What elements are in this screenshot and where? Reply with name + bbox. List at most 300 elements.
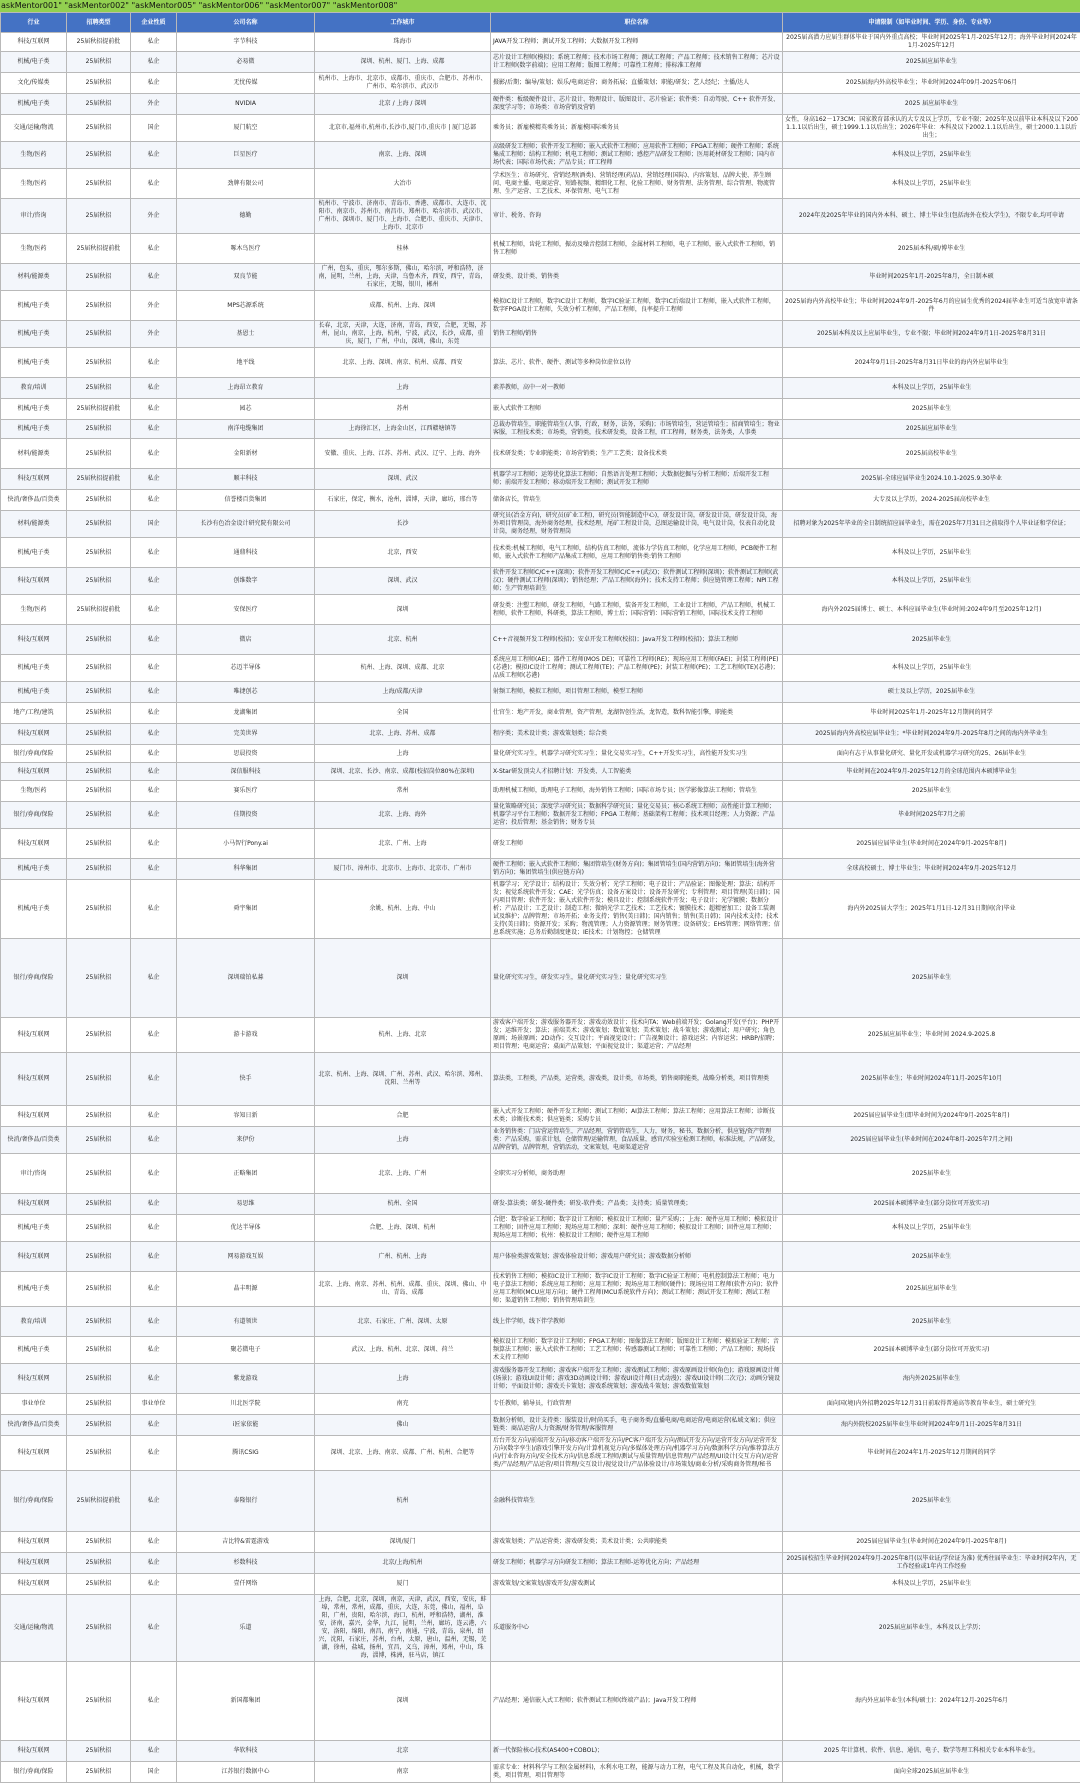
company-name-cell: 科华集团 [177,859,315,880]
position-cell: 合肥：数字验证工程师；数字设计工程师；模拟设计工程师；量产采购；；上海：硬件应用工程师；模拟设计工程师；固件应用工程师；现场应用工程师；深圳：硬件应用工程师；模拟设计工程师；固件应用工程师；现场应用工程师；杭州：模拟设计工程师；硬件应用工程师 [491,1215,783,1242]
industry-cell: 科技/互联网 [1,1194,67,1215]
table-row[interactable] [1,655,1080,682]
company-name-cell: 易思维 [177,1194,315,1215]
position-cell: 量化研究实习生，机器学习研究实习生；量化交易实习生，C++开发实习生，高性能开发实习生 [491,745,783,763]
requirements-cell: 2025届高校毕业生 [783,439,1080,469]
position-cell: 素养教师，高中一对一教师 [491,378,783,399]
work-city-cell: 杭州、全国 [315,1194,491,1215]
industry-cell: 科技/互联网 [1,829,67,859]
company-name-cell: 巨星医疗 [177,142,315,169]
company-type-cell: 私企 [131,1364,177,1394]
requirements-cell: 2025届高潜力应届生群体毕业于国内外重点高校；毕业时间2025年1月-2025年12月；海外毕业时间2024年1月-2025年12月 [783,33,1080,52]
requirements-cell: 2025届本科及以上应届毕业生，专业不限；毕业时间2024年9月1日-2025年8月31日 [783,321,1080,348]
industry-cell: 科技/互联网 [1,724,67,745]
industry-cell: 银行/券商/保险 [1,802,67,829]
position-cell: 乐道服务中心 [491,1595,783,1662]
requirements-cell: 2025 届应届毕业生 [783,94,1080,115]
company-type-cell: 私企 [131,439,177,469]
table-row[interactable] [1,1471,1080,1532]
company-type-cell: 私企 [131,655,177,682]
header-recruit-type[interactable]: 招聘类型 [67,13,131,33]
recruit-type-cell: 25届秋招 [67,880,131,939]
recruit-type-cell: 25届秋招提前批 [67,595,131,625]
company-name-cell: 正略集团 [177,1154,315,1194]
work-city-cell: 长春，北京，天津，大连，济南，青岛，西安，合肥，无锡，苏州，昆山，南京，上海，杭州，宁波，武汉，长沙，成都，重庆，厦门，广州，中山，深圳，佛山，东莞 [315,321,491,348]
table-row[interactable] [1,73,1080,94]
recruit-type-cell: 25届秋招提前批 [67,234,131,264]
table-row[interactable] [1,52,1080,73]
work-city-cell: 上海徐汇区，上海金山区，江西赣塘镇等 [315,420,491,439]
company-type-cell: 私企 [131,1415,177,1436]
table-row[interactable] [1,880,1080,939]
header-requirements[interactable]: 申请限制（如毕业时间、学历、身份、专业等） [783,13,1080,33]
work-city-cell: 安徽、重庆、上海、江苏、苏州、武汉、辽宁、上海、海外 [315,439,491,469]
company-type-cell: 私企 [131,142,177,169]
company-name-cell: 网易游戏互娱 [177,1242,315,1272]
table-row[interactable] [1,724,1080,745]
work-city-cell: 深圳、杭州、厦门、上海、成都 [315,52,491,73]
table-row[interactable] [1,802,1080,829]
position-cell: 射频工程师，模拟工程师，项目管理工程师，模型工程师 [491,682,783,703]
recruit-type-cell: 25届秋招 [67,1242,131,1272]
company-name-cell: 园芯 [177,399,315,420]
table-row[interactable] [1,439,1080,469]
industry-cell: 快消/奢侈品/百货类 [1,490,67,511]
company-type-cell: 私企 [131,33,177,52]
company-type-cell: 国企 [131,115,177,142]
company-type-cell: 私企 [131,264,177,291]
table-row[interactable] [1,199,1080,234]
company-type-cell: 私企 [131,1272,177,1307]
company-name-cell: 完美世界 [177,724,315,745]
table-row[interactable] [1,1574,1080,1595]
company-type-cell: 国企 [131,511,177,538]
industry-cell: 银行/券商/保险 [1,939,67,1018]
requirements-cell: 2025届海内外高校应届毕业生；*毕业时间2024年9月-2025年8月之间的海内外毕业生 [783,724,1080,745]
work-city-cell: 上海 [315,1127,491,1154]
industry-cell: 机械/电子类 [1,321,67,348]
company-name-cell: 南洋电缆集团 [177,420,315,439]
table-row[interactable] [1,1127,1080,1154]
table-row[interactable] [1,33,1080,52]
company-name-cell: 地平线 [177,348,315,378]
recruit-type-cell: 25届秋招提前批 [67,1471,131,1532]
table-row[interactable] [1,169,1080,199]
industry-cell: 机械/电子类 [1,1337,67,1364]
recruit-type-cell: 25届秋招 [67,763,131,781]
requirements-cell: 2025届应届毕业生，本科及以上学历； [783,1595,1080,1662]
position-cell: 高级研发工程师；软件开发工程师；嵌入式软件工程师；应用软件工程师；FPGA工程师；硬件工程师；系统集成工程师；结构工程师；机电工程师；测试工程师；感控产品研发工程师；医用耗材研发工程师；国内市场代表；国际市场代表；产品专员；IT工程师 [491,142,783,169]
company-type-cell: 国企 [131,1762,177,1783]
table-row[interactable] [1,1415,1080,1436]
industry-cell: 科技/互联网 [1,33,67,52]
requirements-cell: 海内外院校2025届毕业生毕业时间2024年9月1日-2025年8月31日 [783,1415,1080,1436]
industry-cell: 机械/电子类 [1,538,67,568]
work-city-cell: 深圳 [315,939,491,1018]
company-type-cell: 私企 [131,1194,177,1215]
requirements-cell: 本科及以上学历，25届毕业生 [783,568,1080,595]
recruit-type-cell: 25届秋招 [67,1741,131,1762]
table-row[interactable] [1,595,1080,625]
table-row[interactable] [1,264,1080,291]
table-row[interactable] [1,348,1080,378]
table-row[interactable] [1,115,1080,142]
company-type-cell: 私企 [131,880,177,939]
industry-cell: 科技/互联网 [1,1242,67,1272]
industry-cell: 审计/咨询 [1,199,67,234]
work-city-cell: 北京、上海、海外 [315,802,491,829]
industry-cell: 快消/奢侈品/百货类 [1,1127,67,1154]
company-type-cell: 私企 [131,1127,177,1154]
requirements-cell: 2025届毕业生 [783,625,1080,655]
work-city-cell: 北京、广州、上海 [315,829,491,859]
recruit-type-cell: 25届秋招 [67,1532,131,1553]
table-row[interactable] [1,538,1080,568]
recruit-type-cell: 25届秋招提前批 [67,399,131,420]
industry-cell: 教育/培训 [1,378,67,399]
recruitment-table [0,12,1080,1783]
company-name-cell: 安保医疗 [177,595,315,625]
requirements-cell: 2025届本科/硕/博毕业生 [783,234,1080,264]
table-row[interactable] [1,1553,1080,1574]
position-cell: 软件开发工程师C/C++(深圳)；软件开发工程师C/C++(武汉)；软件测试工程师(深圳)；软件测试工程师(武汉)；硬件测试工程师(深圳)；销售经理；产品工程师(海外)；技术支持工程师；供应链管理工程师；NPI工程师；生产管理培训生 [491,568,783,595]
industry-cell: 机械/电子类 [1,291,67,321]
header-industry[interactable]: 行业 [1,13,67,33]
company-name-cell: 金阳新材 [177,439,315,469]
recruit-type-cell: 25届秋招 [67,724,131,745]
industry-cell: 交通/运输/物流 [1,1595,67,1662]
company-name-cell: 微店 [177,625,315,655]
recruit-type-cell: 25届秋招 [67,538,131,568]
industry-cell: 科技/互联网 [1,1574,67,1595]
work-city-cell: 深圳 [315,1662,491,1741]
company-type-cell: 私企 [131,1337,177,1364]
requirements-cell: 本科及以上学历，25届毕业生 [783,142,1080,169]
table-row[interactable] [1,1242,1080,1272]
table-row[interactable] [1,291,1080,321]
work-city-cell: 南充 [315,1394,491,1415]
table-row[interactable] [1,1272,1080,1307]
position-cell: 业务销售类：门店营运管培生，产品经理，营销管培生，人力，财务，秘书，数据分析，供应链/资产管理类：产品采购，需求计划，仓储管理/运输管理，食品质量，感官/实验室检测工程师，标准法规，产品研发，品牌营销，品牌管理，营销活动，文案策划，电商渠道运营 [491,1127,783,1154]
company-type-cell: 外企 [131,94,177,115]
industry-cell: 材料/能源类 [1,511,67,538]
table-row[interactable] [1,1106,1080,1127]
table-row[interactable] [1,94,1080,115]
recruit-type-cell: 25届秋招 [67,1415,131,1436]
work-city-cell: 北京 [315,1741,491,1762]
recruit-type-cell: 25届秋招 [67,1337,131,1364]
work-city-cell: 杭州 [315,1471,491,1532]
position-cell: 机械工程师，齿轮工程师，振动及噪音控制工程师，金属材料工程师，电子工程师，嵌入式软件工程师，销售工程师 [491,234,783,264]
recruit-type-cell: 25届秋招提前批 [67,33,131,52]
position-cell: 技术类:机械工程师，电气工程师，结构仿真工程师，流体力学仿真工程师，化学应用工程师，PCB硬件工程师，嵌入式软件工程师产品集成工程师，应用工程师销售类:销售工程师 [491,538,783,568]
recruit-type-cell: 25届秋招提前批 [67,469,131,490]
requirements-cell: 2025届应届毕业生(即毕业时间为2024年9月-2025年8月) [783,1106,1080,1127]
company-name-cell: 思晨投资 [177,745,315,763]
company-name-cell: 江苏银行数据中心 [177,1762,315,1783]
requirements-cell: 2025 年计算机、软件、信息、通信、电子、数学等理工科相关专业本科毕业生。 [783,1741,1080,1762]
position-cell: 产品经理；通信嵌入式工程师；软件测试工程师(终端产品)；Java开发工程师 [491,1662,783,1741]
table-row[interactable] [1,1532,1080,1553]
table-row[interactable] [1,829,1080,859]
requirements-cell: 本科及以上学历，25届毕业生 [783,1574,1080,1595]
table-row[interactable] [1,1364,1080,1394]
industry-cell: 生物/医药 [1,781,67,802]
company-name-cell: 唯捷创芯 [177,682,315,703]
position-cell: 模拟设计工程师；数字设计工程师；FPGA工程师；图像算法工程师；版图设计工程师；模拟验证工程师；音频算法工程师；嵌入式软件工程师；工艺工程师；传感器测试工程师；可靠性工程师；产品工程师；现场技术支持工程师 [491,1337,783,1364]
company-name-cell: 信誉楼百货集团 [177,490,315,511]
company-name-cell: 厦门航空 [177,115,315,142]
header-position[interactable]: 职位名称 [491,13,783,33]
work-city-cell: 珠海市 [315,33,491,52]
work-city-cell: 杭州市、上海市、北京市、成都市、重庆市、合肥市、苏州市、广州市、哈尔滨市、武汉市 [315,73,491,94]
requirements-cell: 2025届应届毕业生(毕业时间在2024年8月-2025年7月之间) [783,1127,1080,1154]
requirements-cell: 2025届本硕博毕业生(部分岗位可开放实习) [783,1337,1080,1364]
position-cell: 算法类，工程类，产品类，运营类，游戏类，设计类，市场类，销售商职能类，战略分析类，项目管理类 [491,1053,783,1106]
recruit-type-cell: 25届秋招 [67,1127,131,1154]
table-row[interactable] [1,859,1080,880]
work-city-cell: 厦门 [315,1574,491,1595]
work-city-cell: 杭州、上海、北京 [315,1018,491,1053]
requirements-cell: 毕业时间在2024年1月-2025年12月期间的同学 [783,1436,1080,1471]
position-cell: 技术销售工程师；模拟IC设计工程师；数字IC设计工程师；数字IC验证工程师；电机控制算法工程师；电力电子算法工程师；系统应用工程师；应用工程师；现场应用工程师(硬件)；现场应用工程师(软件方向)；软件应用工程师(MCU应用方向)；硬件工程师(MCU系统软件方向)；测试工程师；测试开发工程师；测试工程师；渠道销售工程师；销售管理培训生 [491,1272,783,1307]
position-cell: 嵌入式开发工程师；硬件开发工程师；测试工程师；AI算法工程师；算法工程师；应用算法工程师；诊断技术类；诊断技术类；供应链类；采购专员 [491,1106,783,1127]
header-work-city[interactable]: 工作城市 [315,13,491,33]
recruit-type-cell: 25届秋招 [67,142,131,169]
position-cell: 算法、芯片、软件、硬件、测试等多种岗位虚位以待 [491,348,783,378]
company-type-cell: 私企 [131,781,177,802]
table-row[interactable] [1,1194,1080,1215]
requirements-cell: 面向国(境)内外招聘2025年12月31日前取得普通高等教育毕业生，硕士研究生 [783,1394,1080,1415]
requirements-cell: 2025届毕业生 [783,1242,1080,1272]
company-type-cell: 私企 [131,724,177,745]
industry-cell: 生物/医药 [1,169,67,199]
recruit-type-cell: 25届秋招 [67,859,131,880]
industry-cell: 机械/电子类 [1,399,67,420]
table-row[interactable] [1,378,1080,399]
requirements-cell: 女性，身高162－173CM；国家教育部承认的大专及以上学历，专业不限；2025年及以前毕业本科及以下2001.1.1以后出生，硕士1999.1.1以后出生；2026年毕业：本科及以下2002.1.1以后出生，硕士2000.1.1以后出生； [783,115,1080,142]
table-row[interactable] [1,1215,1080,1242]
work-city-cell: 厦门市、漳州市、北京市、上海市、北京市、广州市 [315,859,491,880]
company-type-cell: 私企 [131,829,177,859]
company-type-cell: 外企 [131,291,177,321]
work-city-cell: 深圳、北京、长沙、南京、成都(校招岗位80%在深圳) [315,763,491,781]
header-company-type[interactable]: 企业性质 [131,13,177,33]
table-row[interactable] [1,1662,1080,1741]
position-cell: X-Star研发顶尖人才招聘计划：开发类、人工智能类 [491,763,783,781]
recruit-type-cell: 25届秋招 [67,321,131,348]
recruit-type-cell: 25届秋招 [67,73,131,94]
industry-cell: 银行/券商/保险 [1,1471,67,1532]
company-type-cell: 私企 [131,859,177,880]
requirements-cell: 2025届毕业生 [783,1471,1080,1532]
industry-cell: 机械/电子类 [1,682,67,703]
table-row[interactable] [1,703,1080,724]
company-type-cell: 私企 [131,169,177,199]
company-type-cell: 私企 [131,469,177,490]
table-row[interactable] [1,682,1080,703]
industry-cell: 科技/互联网 [1,1436,67,1471]
table-row[interactable] [1,1741,1080,1762]
header-company-name[interactable]: 公司名称 [177,13,315,33]
position-cell: JAVA开发工程师；测试开发工程师；大数据开发工程师 [491,33,783,52]
table-row[interactable] [1,568,1080,595]
industry-cell: 机械/电子类 [1,52,67,73]
company-name-cell: 有道领世 [177,1307,315,1337]
recruit-type-cell: 25届秋招 [67,378,131,399]
industry-cell: 审计/咨询 [1,1154,67,1194]
company-name-cell: 啄木鸟医疗 [177,234,315,264]
company-name-cell: i匠家依能 [177,1415,315,1436]
recruit-type-cell: 25届秋招 [67,1106,131,1127]
company-type-cell: 私企 [131,1106,177,1127]
work-city-cell: 北京/上海/杭州 [315,1553,491,1574]
work-city-cell: 深圳 [315,595,491,625]
company-name-cell: 劲牌有限公司 [177,169,315,199]
requirements-cell: 2025届本硕博毕业生(部分岗位可开放实习) [783,1194,1080,1215]
company-type-cell: 外企 [131,321,177,348]
position-cell: 模拟IC设计工程师，数字IC设计工程师，数字IC验证工程师，数字IC后端设计工程师，嵌入式软件工程师，数字FPGA设计工程师，失效分析工程师，产品工程师，良率提升工程师 [491,291,783,321]
company-name-cell: 芯迈半导体 [177,655,315,682]
work-city-cell: 北京、杭州、上海、深圳、广州、苏州、武汉、哈尔滨、郑州、沈阳、兰州等 [315,1053,491,1106]
company-type-cell: 私企 [131,1662,177,1741]
table-row[interactable] [1,1307,1080,1337]
industry-cell: 快消/奢侈品/百货类 [1,1415,67,1436]
position-cell: 需求专业：材料科学与工程(金属材料)，水利水电工程，能源与动力工程，电气工程及其自动化，机械，数学类，项目管理，项目管理等 [491,1762,783,1783]
table-row[interactable] [1,1394,1080,1415]
company-type-cell: 私企 [131,1307,177,1337]
position-cell: 研究员(冶金方向)，研究员(矿业工程)，研究员(智能制造中心)，研发设计岗，研发设计岗，研发设计岗，海外项目管理岗，海外商务经理，技术经理，尾矿工程设计岗，总图运输设计岗，电气设计岗，仪表自动化设计岗，商务经理，财务管理岗 [491,511,783,538]
table-row[interactable] [1,1436,1080,1471]
table-header-row [1,13,1080,33]
position-cell: 研发-算法类；研发-硬件类；研发-软件类；产品类；支持类；质量管理类； [491,1194,783,1215]
company-type-cell: 私企 [131,1242,177,1272]
company-type-cell: 私企 [131,1018,177,1053]
work-city-cell: 深圳、武汉 [315,469,491,490]
table-row[interactable] [1,321,1080,348]
recruit-type-cell: 25届秋招 [67,1364,131,1394]
company-type-cell: 私企 [131,73,177,94]
industry-cell: 教育/培训 [1,1307,67,1337]
industry-cell: 科技/互联网 [1,1018,67,1053]
position-cell: 系统应用工程师(AE)；器件工程师(MOS DE)；可靠性工程师(RE)；现场应用工程师(FAE)；封装工程师(PE)(芯港)；模拟IC设计工程师；测试工程师(TE)；产品工程师(PE)；封装工程师(PE)；工艺工程师(TE)(芯港)；品质工程师(芯港) [491,655,783,682]
recruit-type-cell: 25届秋招 [67,745,131,763]
requirements-cell: 2025届毕业生 [783,781,1080,802]
work-city-cell: 上海，合肥，北京，深圳，南京，天津，武汉，西安，安庆，蚌埠，常州，常州，成都，重庆，大连，东莞，佛山，福州，阜阳，广州，贵阳，哈尔滨，海口，杭州，呼和浩特，湖州，淮安，济南，嘉兴，金华，九江，昆明，兰州，廊坊，连云港，六安，洛阳，绵阳，南昌，南宁，南通，宁波，青岛，泉州，绍兴，沈阳，石家庄，苏州，台州，太原，唐山，温州，无锡，芜湖，徐州，盐城，扬州，宜昌，义乌，漳州，郑州，中山，珠海，淄博，株洲，驻马店，镇江 [315,1595,491,1662]
table-row[interactable] [1,142,1080,169]
table-row[interactable] [1,939,1080,1018]
work-city-cell: 北京市,福州市,杭州市,长沙市,厦门市,重庆市 | 厦门总部 [315,115,491,142]
position-cell: 研发工程师；机器学习方向研发工程师；算法工程师-运筹优化方向；产品经理 [491,1553,783,1574]
work-city-cell: 苏州 [315,399,491,420]
company-type-cell: 私企 [131,1471,177,1532]
company-name-cell: 杉数科技 [177,1553,315,1574]
industry-cell: 机械/电子类 [1,655,67,682]
position-cell: 研发类、设计类、销售类 [491,264,783,291]
position-cell: 芯片设计工程师(模拟)；系统工程师；技术市场工程师；测试工程师；产品工程师；技术销售工程师；芯片设计工程师(数字前端)；应用工程师；版图工程师；可靠性工程师；排标准工程师 [491,52,783,73]
table-row[interactable] [1,420,1080,439]
company-type-cell: 私企 [131,1215,177,1242]
industry-cell: 科技/互联网 [1,1662,67,1741]
work-city-cell: 上海 [315,745,491,763]
requirements-cell: 毕业时间2025年1月-2025年12月期间的同学 [783,703,1080,724]
recruit-type-cell: 25届秋招 [67,169,131,199]
company-type-cell: 私企 [131,1595,177,1662]
position-cell: 程序类；美术设计类；游戏策划类；综合类 [491,724,783,745]
company-name-cell: 双良节能 [177,264,315,291]
table-row[interactable] [1,511,1080,538]
company-type-cell: 私企 [131,490,177,511]
position-cell: 仕官生：地产开发，商业管理，资产管理，龙湖智创生活，龙智造，数科智能引擎，职能类 [491,703,783,724]
company-name-cell: 游卡游戏 [177,1018,315,1053]
work-city-cell: 上海 [315,378,491,399]
work-city-cell: 南京 [315,1762,491,1783]
industry-cell: 机械/电子类 [1,859,67,880]
company-type-cell: 私企 [131,378,177,399]
requirements-cell: 全球高校硕士、博士毕业生；毕业时间2024年9月-2025年12月 [783,859,1080,880]
requirements-cell: 本科及以上学历，25届毕业生 [783,378,1080,399]
table-row[interactable] [1,469,1080,490]
position-cell: 研发工程师 [491,829,783,859]
requirements-cell: 海内外应届毕业生(本科/硕士)：2024年12月-2025年6月 [783,1662,1080,1741]
company-name-cell: 吉比特&雷霆游戏 [177,1532,315,1553]
recruit-type-cell: 25届秋招 [67,1595,131,1662]
company-type-cell: 私企 [131,348,177,378]
table-row[interactable] [1,234,1080,264]
company-name-cell: NVIDIA [177,94,315,115]
table-row[interactable] [1,490,1080,511]
table-row[interactable] [1,1154,1080,1194]
table-row[interactable] [1,1018,1080,1053]
company-name-cell: 德勤 [177,199,315,234]
table-row[interactable] [1,1595,1080,1662]
work-city-cell: 北京 / 上海 / 深圳 [315,94,491,115]
position-cell: 学术医生；市场研究、营销经理(酒类)、营销经理(药品)、营销经理(国际)、内容策划、品牌大使、养生顾问、电商主播、电商运营、短路视频、精细化工程、化验工程师、财务管理、法务管理、综合管理、物流管理、生产运营、工艺技术、环保管理、电气工程 [491,169,783,199]
company-name-cell: 上海昂立教育 [177,378,315,399]
table-row[interactable] [1,745,1080,763]
position-cell: 全职实习分析师，商务助理 [491,1154,783,1194]
position-cell: 助理机械工程师，助理电子工程师，海外销售工程师；国际市场专员；医学影像算法工程师；管培生 [491,781,783,802]
company-type-cell: 私企 [131,52,177,73]
company-type-cell: 私企 [131,1553,177,1574]
recruit-type-cell: 25届秋招 [67,348,131,378]
industry-cell: 生物/医药 [1,142,67,169]
position-cell: 数据分析师，设计支持类：服装设计/时尚买手，电子商务类/直播电商/电商运营/电商运营(私域文案)；供应链类：商品运营/人力资源/财务管理/客服管理 [491,1415,783,1436]
industry-cell: 银行/券商/保险 [1,1762,67,1783]
table-row[interactable] [1,399,1080,420]
position-cell: 金融科技管培生 [491,1471,783,1532]
requirements-cell: 毕业时间2025年1月-2025年8月，全日制本硕 [783,264,1080,291]
work-city-cell: 南京、上海、深圳 [315,142,491,169]
table-row[interactable] [1,625,1080,655]
requirements-cell: 2025届毕业生 [783,399,1080,420]
work-city-cell: 广州，包头，重庆，鄂尔多斯，佛山，哈尔滨，呼和浩特，济南，昆明，兰州，上海，天津，乌鲁木齐，西安，西宁，青岛，石家庄，无锡，银川，郴州 [315,264,491,291]
table-row[interactable] [1,1337,1080,1364]
table-row[interactable] [1,781,1080,802]
company-name-cell: 晶丰明源 [177,1272,315,1307]
table-row[interactable] [1,763,1080,781]
work-city-cell: 余姚、杭州、上海、中山 [315,880,491,939]
table-row[interactable] [1,1762,1080,1783]
position-cell: C++音视频开发工程师(校招)；安卓开发工程师(校招)；Java开发工程师(校招)；算法工程师 [491,625,783,655]
work-city-cell: 北京、石家庄、广州、深圳、太原 [315,1307,491,1337]
company-name-cell: 新国都集团 [177,1662,315,1741]
work-city-cell: 北京、上海、广州 [315,1154,491,1194]
recruit-type-cell: 25届秋招 [67,511,131,538]
company-type-cell: 私企 [131,399,177,420]
requirements-cell: 海内外2025届博士、硕士、本科应届毕业生(毕业时间:2024年9月至2025年12月) [783,595,1080,625]
table-row[interactable] [1,1053,1080,1106]
